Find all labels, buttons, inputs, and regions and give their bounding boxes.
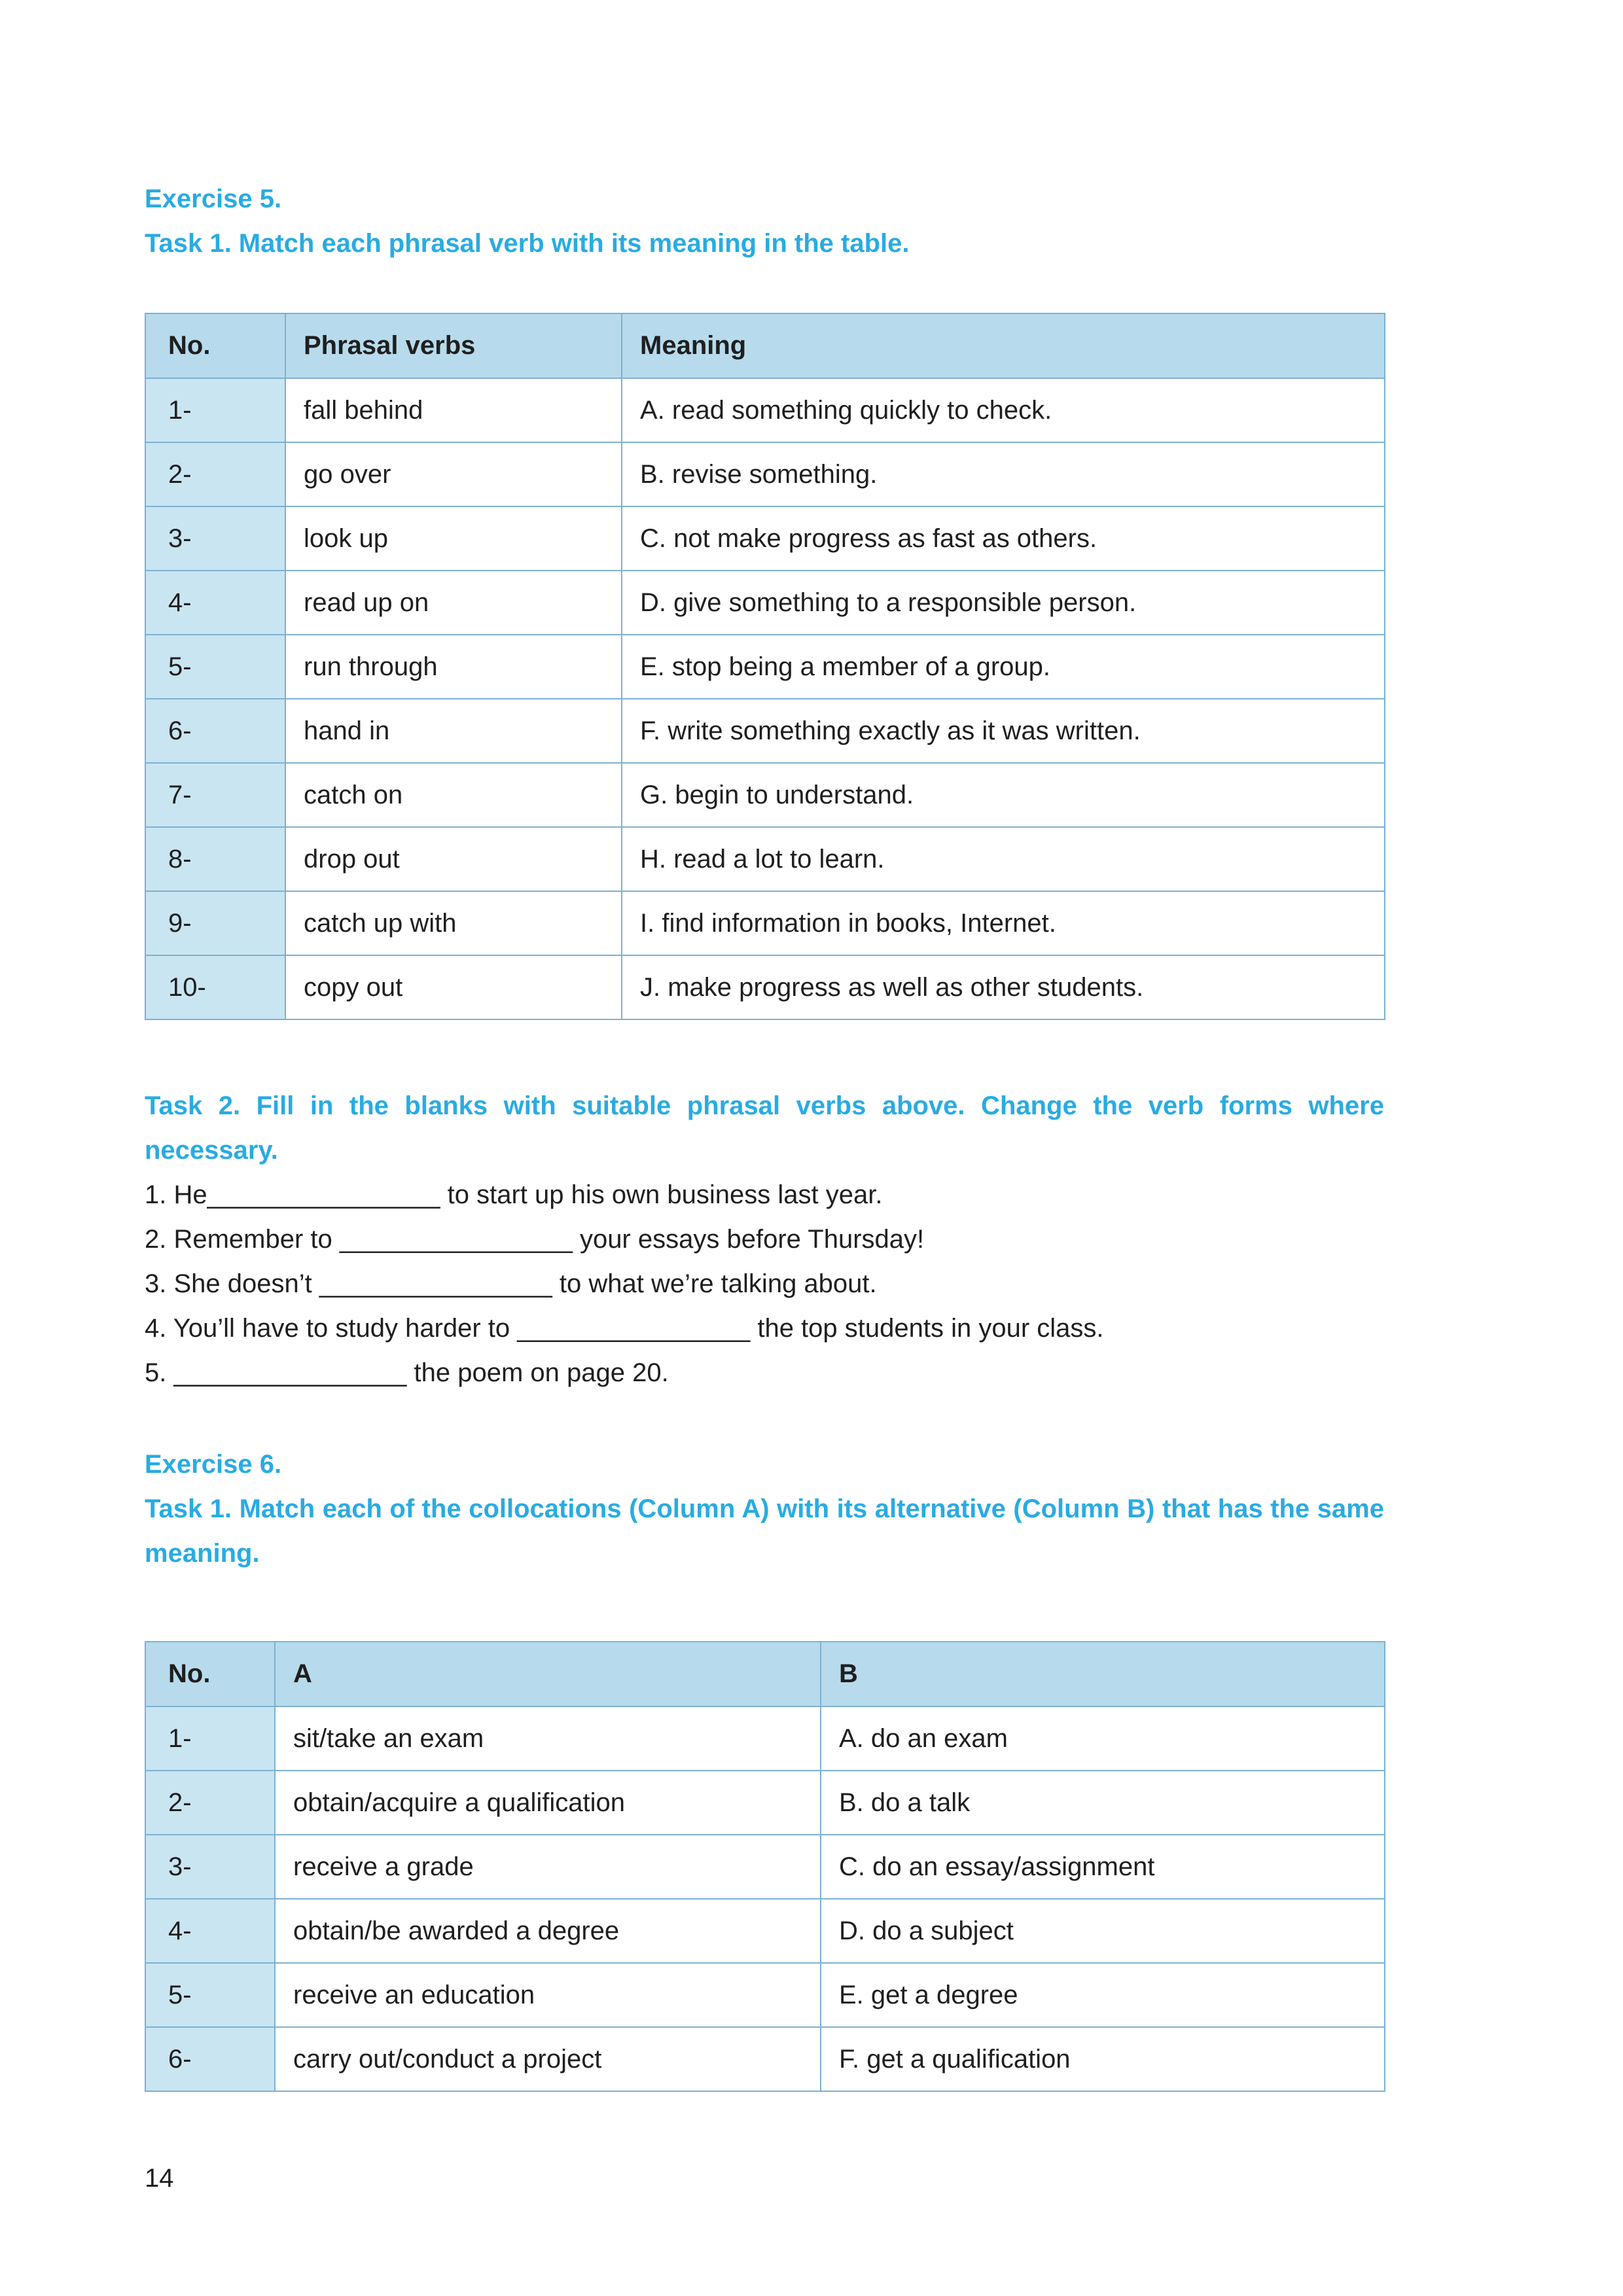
exercise5-task1-heading: Task 1. Match each phrasal verb with its meaning in the table. xyxy=(145,229,910,258)
blank-item-5: 5. ________________ the poem on page 20. xyxy=(145,1358,669,1387)
table-row xyxy=(145,1963,1385,2027)
table-row xyxy=(145,1771,1385,1835)
table-row xyxy=(145,635,1385,699)
table-cell: obtain/acquire a qualification xyxy=(275,1771,821,1835)
table-row xyxy=(145,442,1385,506)
table-cell: look up xyxy=(285,506,622,571)
table-cell: B. revise something. xyxy=(622,442,1385,506)
table-cell: A. do an exam xyxy=(821,1706,1385,1771)
table-cell: C. do an essay/assignment xyxy=(821,1835,1385,1899)
table-cell: copy out xyxy=(285,955,622,1019)
table-cell: 4- xyxy=(145,571,285,635)
table-cell: 2- xyxy=(145,1771,275,1835)
column-header-b: B xyxy=(821,1642,1385,1706)
table-cell: F. get a qualification xyxy=(821,2027,1385,2091)
column-header-meaning: Meaning xyxy=(622,313,1385,378)
page-number: 14 xyxy=(145,2164,174,2193)
table-cell: drop out xyxy=(285,827,622,891)
table-row xyxy=(145,571,1385,635)
table-cell: obtain/be awarded a degree xyxy=(275,1899,821,1963)
column-header-no: No. xyxy=(145,1642,275,1706)
table-row xyxy=(145,891,1385,955)
table-row xyxy=(145,955,1385,1019)
table-cell: 3- xyxy=(145,506,285,571)
table-cell: E. stop being a member of a group. xyxy=(622,635,1385,699)
table-cell: receive a grade xyxy=(275,1835,821,1899)
collocations-table-wrap xyxy=(145,1641,1384,2092)
table-header-row xyxy=(145,313,1385,378)
table-cell: 6- xyxy=(145,699,285,763)
table-cell: hand in xyxy=(285,699,622,763)
table-row xyxy=(145,763,1385,827)
table-cell: 6- xyxy=(145,2027,275,2091)
table-cell: sit/take an exam xyxy=(275,1706,821,1771)
table-cell: carry out/conduct a project xyxy=(275,2027,821,2091)
table-row xyxy=(145,506,1385,571)
collocations-table xyxy=(145,1641,1385,2092)
table-cell: 4- xyxy=(145,1899,275,1963)
column-header-no: No. xyxy=(145,313,285,378)
table-cell: 9- xyxy=(145,891,285,955)
table-cell: fall behind xyxy=(285,378,622,442)
table-cell: run through xyxy=(285,635,622,699)
table-row xyxy=(145,1706,1385,1771)
table-cell: 7- xyxy=(145,763,285,827)
table-cell: G. begin to understand. xyxy=(622,763,1385,827)
table-cell: B. do a talk xyxy=(821,1771,1385,1835)
table-row xyxy=(145,827,1385,891)
table-cell: 2- xyxy=(145,442,285,506)
table-cell: catch on xyxy=(285,763,622,827)
exercise5-task2-heading: Task 2. Fill in the blanks with suitable phrasal verbs above. Change the verb forms where necessary. xyxy=(145,1091,1384,1165)
table-cell: A. read something quickly to check. xyxy=(622,378,1385,442)
table-cell: 10- xyxy=(145,955,285,1019)
table-cell: J. make progress as well as other students. xyxy=(622,955,1385,1019)
exercise6-task1-heading: Task 1. Match each of the collocations (Column A) with its alternative (Column B) that has the same meaning. xyxy=(145,1494,1384,1568)
table-cell: receive an education xyxy=(275,1963,821,2027)
table-header-row xyxy=(145,1642,1385,1706)
phrasal-verbs-table-wrap xyxy=(145,313,1384,1020)
blank-item-1: 1. He________________ to start up his own business last year. xyxy=(145,1180,883,1209)
phrasal-verbs-table xyxy=(145,313,1385,1020)
blank-item-4: 4. You’ll have to study harder to ________________ the top students in your class. xyxy=(145,1314,1104,1343)
table-cell: E. get a degree xyxy=(821,1963,1385,2027)
table-cell: 3- xyxy=(145,1835,275,1899)
column-header-a: A xyxy=(275,1642,821,1706)
exercise6-heading: Exercise 6. xyxy=(145,1450,282,1479)
table-cell: D. give something to a responsible person. xyxy=(622,571,1385,635)
table-cell: D. do a subject xyxy=(821,1899,1385,1963)
table-cell: read up on xyxy=(285,571,622,635)
table-cell: 5- xyxy=(145,1963,275,2027)
table-cell: go over xyxy=(285,442,622,506)
table-cell: 5- xyxy=(145,635,285,699)
blank-item-2: 2. Remember to ________________ your essays before Thursday! xyxy=(145,1225,925,1254)
fill-in-blanks-list xyxy=(145,1173,1384,1395)
table-row xyxy=(145,699,1385,763)
table-row xyxy=(145,1899,1385,1963)
table-cell: 1- xyxy=(145,1706,275,1771)
table-cell: 8- xyxy=(145,827,285,891)
column-header-phrasal-verbs: Phrasal verbs xyxy=(285,313,622,378)
blank-item-3: 3. She doesn’t ________________ to what we’re talking about. xyxy=(145,1269,877,1298)
table-row xyxy=(145,1835,1385,1899)
table-cell: F. write something exactly as it was written. xyxy=(622,699,1385,763)
table-cell: C. not make progress as fast as others. xyxy=(622,506,1385,571)
table-cell: 1- xyxy=(145,378,285,442)
table-cell: catch up with xyxy=(285,891,622,955)
exercise5-heading: Exercise 5. xyxy=(145,185,282,213)
table-row xyxy=(145,378,1385,442)
table-cell: I. find information in books, Internet. xyxy=(622,891,1385,955)
table-cell: H. read a lot to learn. xyxy=(622,827,1385,891)
table-row xyxy=(145,2027,1385,2091)
